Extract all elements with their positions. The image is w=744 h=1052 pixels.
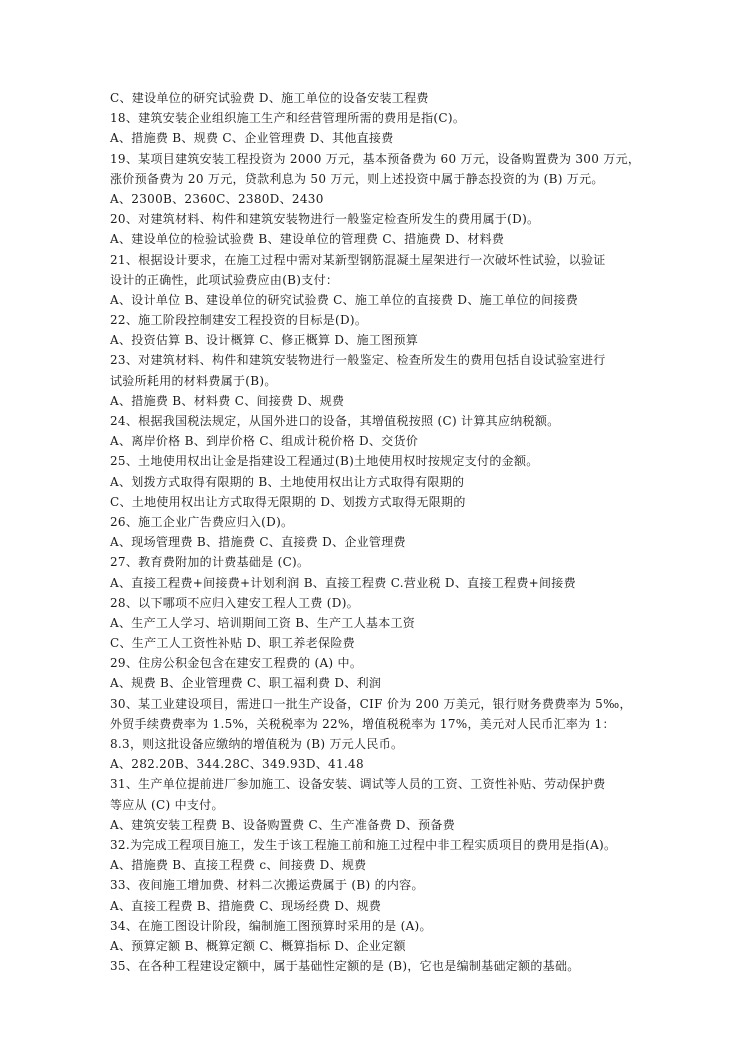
text-line: 34、在施工图设计阶段，编制施工图预算时采用的是 (A)。 (110, 918, 432, 933)
text-line: C、建设单位的研究试验费 D、施工单位的设备安装工程费 (110, 91, 429, 105)
text-line: 27、教育费附加的计费基础是 (C)。 (110, 555, 310, 570)
document-body (110, 88, 650, 976)
text-line: 21、根据设计要求，在施工过程中需对某新型钢筋混凝土屋架进行一次破坏性试验，以验证 (110, 252, 606, 267)
text-line: A、设计单位 B、建设单位的研究试验费 C、施工单位的直接费 D、施工单位的间接费 (110, 292, 579, 307)
text-line: 20、对建筑材料、构件和建筑安装物进行一般鉴定检查所发生的费用属于(D)。 (110, 212, 540, 227)
text-line: A、预算定额 B、概算定额 C、概算指标 D、企业定额 (110, 938, 406, 953)
text-line: 设计的正确性，此项试验费应由(B)支付： (110, 272, 339, 287)
text-line: A、投资估算 B、设计概算 C、修正概算 D、施工图预算 (110, 333, 419, 348)
text-line: 试验所耗用的材料费属于(B)。 (110, 373, 277, 388)
text-line: 22、施工阶段控制建安工程投资的目标是(D)。 (110, 313, 368, 328)
text-line: A、划拨方式取得有限期的 B、土地使用权出让方式取得有限期的 (110, 474, 465, 489)
text-line: A、离岸价格 B、到岸价格 C、组成计税价格 D、交货价 (110, 434, 419, 449)
text-line: 25、土地使用权出让金是指建设工程通过(B)土地使用权时按规定支付的金额。 (110, 454, 539, 469)
text-line: 30、某工业建设项目，需进口一批生产设备，CIF 价为 200 万美元，银行财务费费率为 5‰， (110, 696, 632, 711)
text-line: 涨价预备费为 20 万元，贷款利息为 50 万元，则上述投资中属于静态投资的为 (B) 万元。 (110, 171, 604, 186)
text-line: A、建设单位的检验试验费 B、建设单位的管理费 C、措施费 D、材料费 (110, 232, 505, 247)
text-line: C、土地使用权出让方式取得无限期的 D、划拨方式取得无限期的 (110, 494, 466, 509)
text-line: A、建筑安装工程费 B、设备购置费 C、生产准备费 D、预备费 (110, 817, 456, 832)
text-line: A、生产工人学习、培训期间工资 B、生产工人基本工资 (110, 615, 416, 630)
text-line: A、直接工程费 B、措施费 C、现场经费 D、规费 (110, 898, 382, 913)
text-line: 31、生产单位提前进厂参加施工、设备安装、调试等人员的工资、工资性补贴、劳动保护费 (110, 777, 606, 792)
text-line: 26、施工企业广告费应归入(D)。 (110, 514, 294, 529)
text-line: 24、根据我国税法规定，从国外进口的设备，其增值税按照 (C) 计算其应纳税额。 (110, 414, 560, 428)
text-line: 35、在各种工程建设定额中，属于基础性定额的是 (B)，它也是编制基础定额的基础。 (110, 959, 580, 974)
text-line: A、规费 B、企业管理费 C、职工福利费 D、利润 (110, 676, 382, 691)
text-line: C、生产工人工资性补贴 D、职工养老保险费 (110, 636, 355, 651)
text-line: 18、建筑安装企业组织施工生产和经营管理所需的费用是指(C)。 (110, 111, 466, 126)
text-line: A、282.20B、344.28C、349.93D、41.48 (110, 757, 364, 772)
text-line: A、直接工程费+间接费+计划利润 B、直接工程费 C.营业税 D、直接工程费+间接费 (110, 575, 576, 590)
text-line: A、措施费 B、材料费 C、间接费 D、规费 (110, 393, 345, 408)
text-line: A、措施费 B、直接工程费 c、间接费 D、规费 (110, 858, 367, 873)
text-line: 33、夜间施工增加费、材料二次搬运费属于 (B) 的内容。 (110, 878, 424, 893)
text-line: A、2300B、2360C、2380D、2430 (110, 191, 324, 206)
text-line: A、措施费 B、规费 C、企业管理费 D、其他直接费 (110, 131, 394, 146)
text-line: 28、以下哪项不应归入建安工程人工费 (D)。 (110, 595, 359, 610)
text-line: 等应从 (C) 中支付。 (110, 797, 224, 812)
text-line: 19、某项目建筑安装工程投资为 2000 万元，基本预备费为 60 万元，设备购置费为 300 万元， (110, 151, 641, 166)
text-line: 32.为完成工程项目施工，发生于该工程施工前和施工过程中非工程实质项目的费用是指(A)。 (110, 837, 617, 852)
text-line: 8.3，则这批设备应缴纳的增值税为 (B) 万元人民币。 (110, 737, 404, 751)
text-line: 29、住房公积金包含在建安工程费的 (A) 中。 (110, 656, 363, 671)
text-line: 外贸手续费费率为 1.5%，关税税率为 22%，增值税税率为 17%，美元对人民币汇率为 1： (110, 716, 615, 731)
text-line: A、现场管理费 B、措施费 C、直接费 D、企业管理费 (110, 535, 406, 550)
text-line: 23、对建筑材料、构件和建筑安装物进行一般鉴定、检查所发生的费用包括自设试验室进行 (110, 353, 606, 368)
